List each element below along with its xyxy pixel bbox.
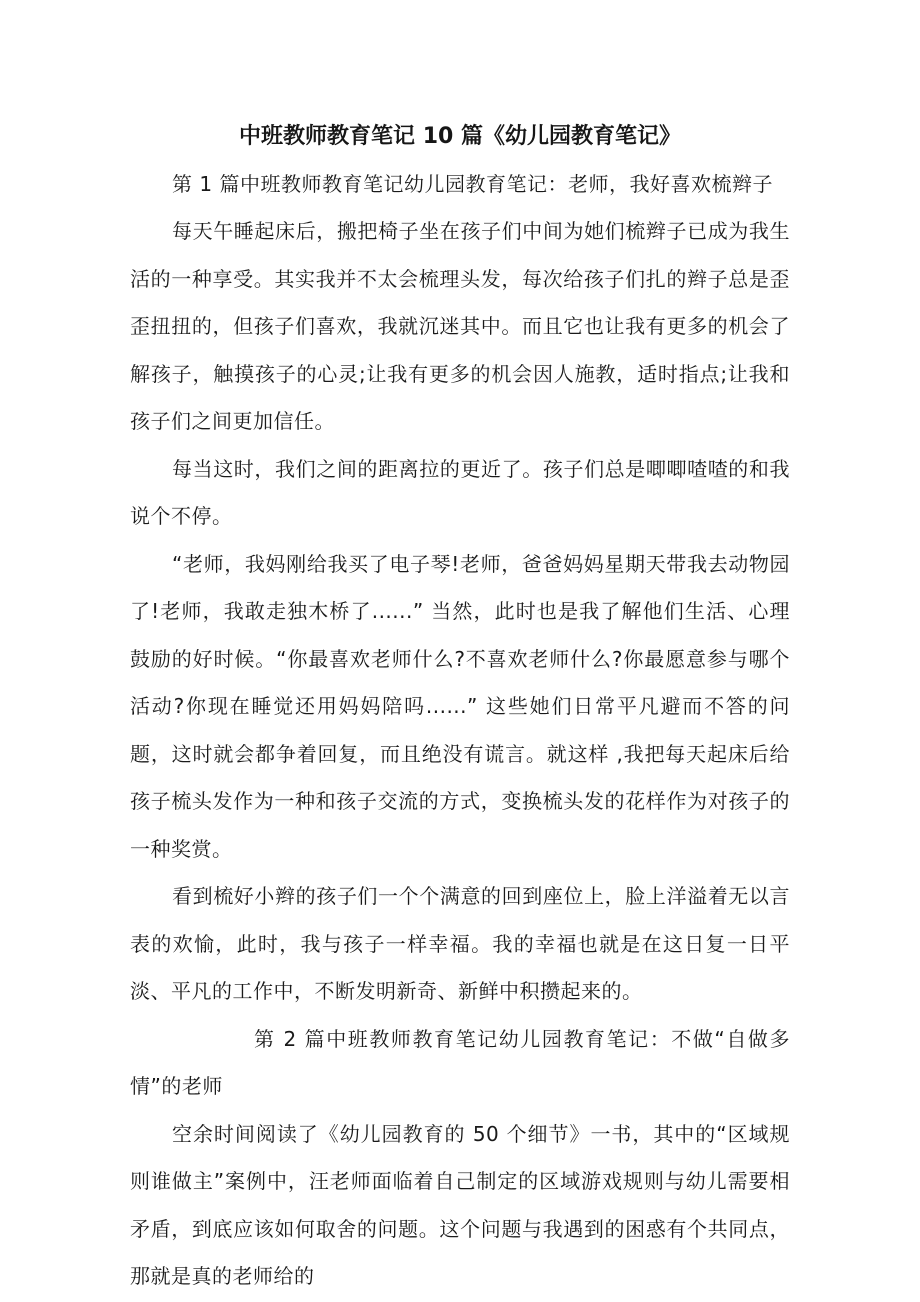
- paragraph: 每天午睡起床后，搬把椅子坐在孩子们中间为她们梳辫子已成为我生活的一种享受。其实我并不太会梳理头发，每次给孩子们扎的辫子总是歪歪扭扭的，但孩子们喜欢，我就沉迷其中。而且它也让我有更多的机会了解孩子，触摸孩子的心灵;让我有更多的机会因人施教，适时指点;让我和孩子们之间更加信任。: [130, 219, 790, 433]
- paragraph: 空余时间阅读了《幼儿园教育的 50 个细节》一书，其中的“区域规则谁做主”案例中，汪老师面临着自己制定的区域游戏规则与幼儿需要相矛盾，到底应该如何取舍的问题。这个问题与我遇到的困惑有个共同点，那就是真的老师给的: [130, 1121, 790, 1288]
- paragraph: 看到梳好小辫的孩子们一个个满意的回到座位上，脸上洋溢着无以言表的欢愉，此时，我与孩子一样幸福。我的幸福也就是在这日复一日平淡、平凡的工作中，不断发明新奇、新鲜中积攒起来的。: [130, 884, 790, 1003]
- paragraph-section1-heading: 第 1 篇中班教师教育笔记幼儿园教育笔记：老师，我好喜欢梳辫子: [172, 171, 773, 196]
- document-content: [130, 113, 790, 1301]
- paragraph: 每当这时，我们之间的距离拉的更近了。孩子们总是唧唧喳喳的和我说个不停。: [130, 456, 790, 528]
- document-title: 中班教师教育笔记 10 篇《幼儿园教育笔记》: [239, 124, 681, 149]
- paragraph-section2-heading: 第 2 篇中班教师教育笔记幼儿园教育笔记：不做“自做多情”的老师: [130, 1026, 790, 1098]
- paragraph: “老师，我妈刚给我买了电子琴!老师，爸爸妈妈星期天带我去动物园了!老师，我敢走独木桥了......” 当然，此时也是我了解他们生活、心理鼓励的好时候。“你最喜欢老师什么?不喜欢老师什么?你最愿意参与哪个活动?你现在睡觉还用妈妈陪吗......” 这些她们日常平凡避而不答的问题，这时就会都争着回复，而且绝没有谎言。就这样 ,我把每天起床后给孩子梳头发作为一种和孩子交流的方式，变换梳头发的花样作为对孩子的一种奖赏。: [130, 551, 790, 861]
